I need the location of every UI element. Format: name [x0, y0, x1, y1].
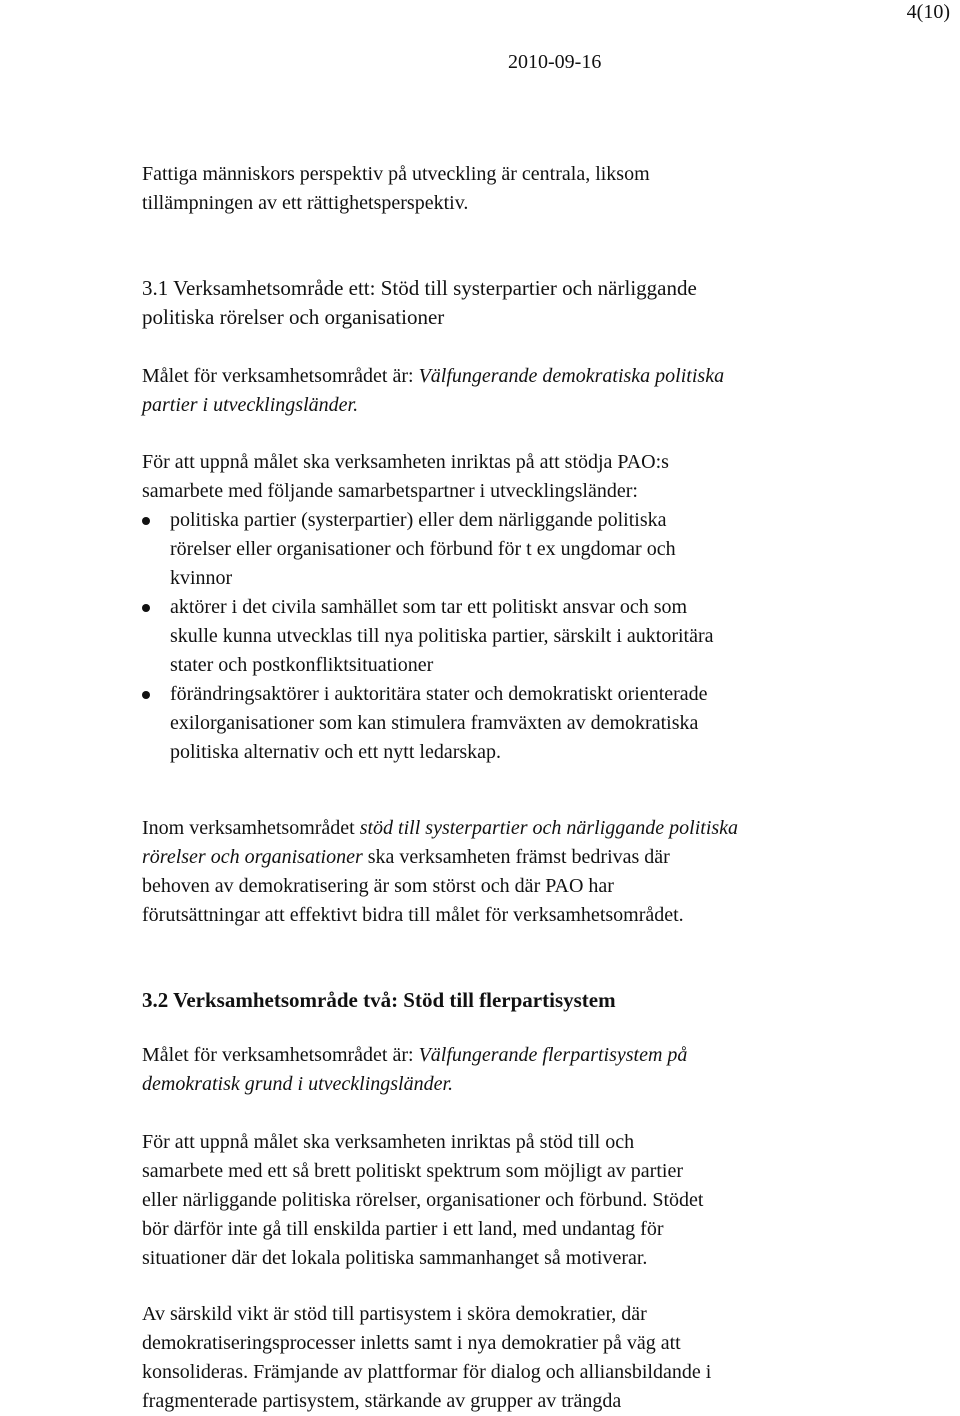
section-3-1-heading [142, 274, 862, 332]
intro-line-2: tillämpningen av ett rättighetsperspektiv. [142, 192, 469, 214]
page-number: 4(10) [906, 1, 950, 23]
section-3-2-paragraph-1 [142, 1128, 862, 1273]
section-3-2-paragraph-2 [142, 1300, 862, 1416]
goal-prefix: Målet för verksamhetsområdet är: [142, 1044, 419, 1066]
bullet-line: rörelser eller organisationer och förbund för t ex ungdomar och [170, 538, 676, 560]
section-3-1-heading-line-1: 3.1 Verksamhetsområde ett: Stöd till systerpartier och närliggande [142, 276, 697, 300]
paragraph-line: För att uppnå målet ska verksamheten inriktas på att stödja PAO:s [142, 451, 669, 473]
bullet-item [142, 680, 862, 767]
paragraph-line: eller närliggande politiska rörelser, organisationer och förbund. Stödet [142, 1189, 704, 1211]
bullet-line: förändringsaktörer i auktoritära stater och demokratiskt orienterade [170, 683, 708, 705]
para2-italic-1: stöd till systerpartier och närliggande politiska [359, 817, 739, 839]
section-3-1-heading-line-2: politiska rörelser och organisationer [142, 305, 445, 329]
goal-italic-2: partier i utvecklingsländer. [142, 394, 359, 416]
paragraph-line: fragmenterade partisystem, stärkande av grupper av trängda [142, 1390, 622, 1412]
paragraph-line: situationer där det lokala politiska sammanhanget så motiverar. [142, 1247, 648, 1269]
paragraph-line: Av särskild vikt är stöd till partisystem i sköra demokratier, där [142, 1303, 647, 1325]
section-3-1-goal [142, 362, 862, 420]
section-3-1-paragraph-1 [142, 448, 862, 506]
bullet-icon [142, 604, 150, 612]
bullet-line: kvinnor [170, 567, 233, 589]
goal-italic-2: demokratisk grund i utvecklingsländer. [142, 1073, 454, 1095]
paragraph-line: förutsättningar att effektivt bidra till målet för verksamhetsområdet. [142, 904, 684, 926]
paragraph-line: För att uppnå målet ska verksamheten inriktas på stöd till och [142, 1131, 635, 1153]
bullet-line: skulle kunna utvecklas till nya politiska partier, särskilt i auktoritära [170, 625, 714, 647]
bullet-line: exilorganisationer som kan stimulera framväxten av demokratiska [170, 712, 699, 734]
bullet-line: aktörer i det civila samhället som tar ett politiskt ansvar och som [170, 596, 688, 618]
bullet-icon [142, 517, 150, 525]
paragraph-line: konsolideras. Främjande av plattformar för dialog och alliansbildande i [142, 1361, 712, 1383]
section-3-2-heading [142, 986, 862, 1015]
intro-paragraph [142, 160, 862, 218]
document-date: 2010-09-16 [508, 51, 602, 73]
paragraph-line: samarbete med ett så brett politiskt spektrum som möjligt av partier [142, 1160, 683, 1182]
bullet-item [142, 593, 862, 680]
bullet-item [142, 506, 862, 593]
bullet-line: politiska alternativ och ett nytt ledarskap. [170, 741, 502, 763]
paragraph-line: demokratiseringsprocesser inletts samt i nya demokratier på väg att [142, 1332, 681, 1354]
para2-rest: ska verksamheten främst bedrivas där [362, 846, 670, 868]
bullet-line: politiska partier (systerpartier) eller dem närliggande politiska [170, 509, 667, 531]
goal-italic-1: Välfungerande demokratiska politiska [418, 365, 725, 387]
section-3-2-heading-text: 3.2 Verksamhetsområde två: Stöd till flerpartisystem [142, 988, 616, 1012]
paragraph-line: samarbete med följande samarbetspartner i utvecklingsländer: [142, 480, 638, 502]
goal-italic-1: Välfungerande flerpartisystem på [418, 1044, 688, 1066]
intro-line-1: Fattiga människors perspektiv på utveckling är centrala, liksom [142, 163, 650, 185]
goal-prefix: Målet för verksamhetsområdet är: [142, 365, 419, 387]
para2-prefix: Inom verksamhetsområdet [142, 817, 360, 839]
section-3-1-paragraph-2 [142, 814, 862, 930]
paragraph-line: bör därför inte gå till enskilda partier i ett land, med undantag för [142, 1218, 664, 1240]
bullet-line: stater och postkonfliktsituationer [170, 654, 434, 676]
section-3-2-goal [142, 1041, 862, 1099]
para2-italic-2: rörelser och organisationer [142, 846, 363, 868]
paragraph-line: behoven av demokratisering är som störst och där PAO har [142, 875, 614, 897]
bullet-icon [142, 691, 150, 699]
